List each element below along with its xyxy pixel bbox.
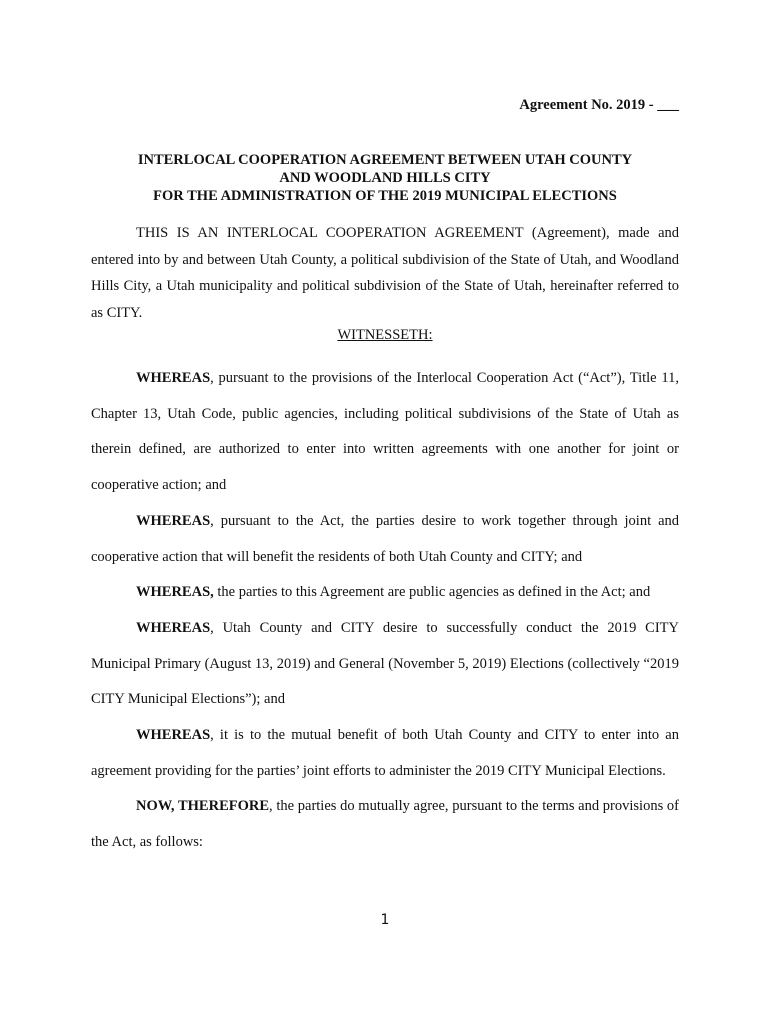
document-page	[91, 0, 679, 1024]
recital-text: , the parties do mutually agree, pursuant to the terms and provisions of the Act, as follows:	[91, 798, 679, 851]
recital-lead: WHEREAS,	[136, 584, 214, 601]
document-title	[91, 151, 679, 205]
title-line-3: FOR THE ADMINISTRATION OF THE 2019 MUNICIPAL ELECTIONS	[153, 188, 617, 204]
recital-paragraph	[91, 504, 679, 575]
recital-lead: WHEREAS	[136, 370, 211, 386]
recital-text: , Utah County and CITY desire to successfully conduct the 2019 CITY Municipal Primary (August 13, 2019) and General (November 5, 2019) Elections (collectively “2019 CITY Municipal Elections”); and	[91, 619, 679, 708]
recital-lead: WHEREAS	[136, 727, 211, 744]
recital-lead: WHEREAS	[136, 619, 211, 636]
recital-paragraph	[91, 361, 679, 504]
recital-paragraph	[91, 718, 679, 789]
title-line-2: AND WOODLAND HILLS CITY	[279, 170, 491, 186]
recital-paragraph	[91, 789, 679, 860]
recital-text: , pursuant to the Act, the parties desire to work together through joint and cooperative action that will benefit the residents of both Utah County and CITY; and	[91, 512, 679, 565]
intro-paragraph: THIS IS AN INTERLOCAL COOPERATION AGREEMENT (Agreement), made and entered into by and between Utah County, a political subdivision of the State of Utah, and Woodland Hills City, a Utah municipality and political subdivision of the State of Utah, hereinafter referred to as CITY.	[91, 225, 679, 321]
page-number: 1	[380, 912, 390, 928]
recital-text: , pursuant to the provisions of the Interlocal Cooperation Act (“Act”), Title 11, Chapter 13, Utah Code, public agencies, including political subdivisions of the State of Utah as therein defined, are authorized to enter into written agreements with one another for joint or cooperative action; and	[91, 370, 679, 494]
title-line-1: INTERLOCAL COOPERATION AGREEMENT BETWEEN UTAH COUNTY	[137, 152, 633, 168]
recital-paragraph	[91, 575, 679, 611]
recital-text: the parties to this Agreement are public agencies as defined in the Act; and	[213, 584, 651, 601]
agreement-number: Agreement No. 2019 - ___	[519, 97, 679, 113]
recital-text: , it is to the mutual benefit of both Utah County and CITY to enter into an agreement providing for the parties’ joint efforts to administer the 2019 CITY Municipal Elections.	[91, 727, 679, 779]
recital-paragraph	[91, 611, 679, 718]
recital-lead: WHEREAS	[136, 512, 211, 529]
recitals	[91, 361, 679, 861]
witnesseth-heading: WITNESSETH:	[337, 327, 433, 343]
recital-lead: NOW, THEREFORE	[136, 798, 270, 815]
